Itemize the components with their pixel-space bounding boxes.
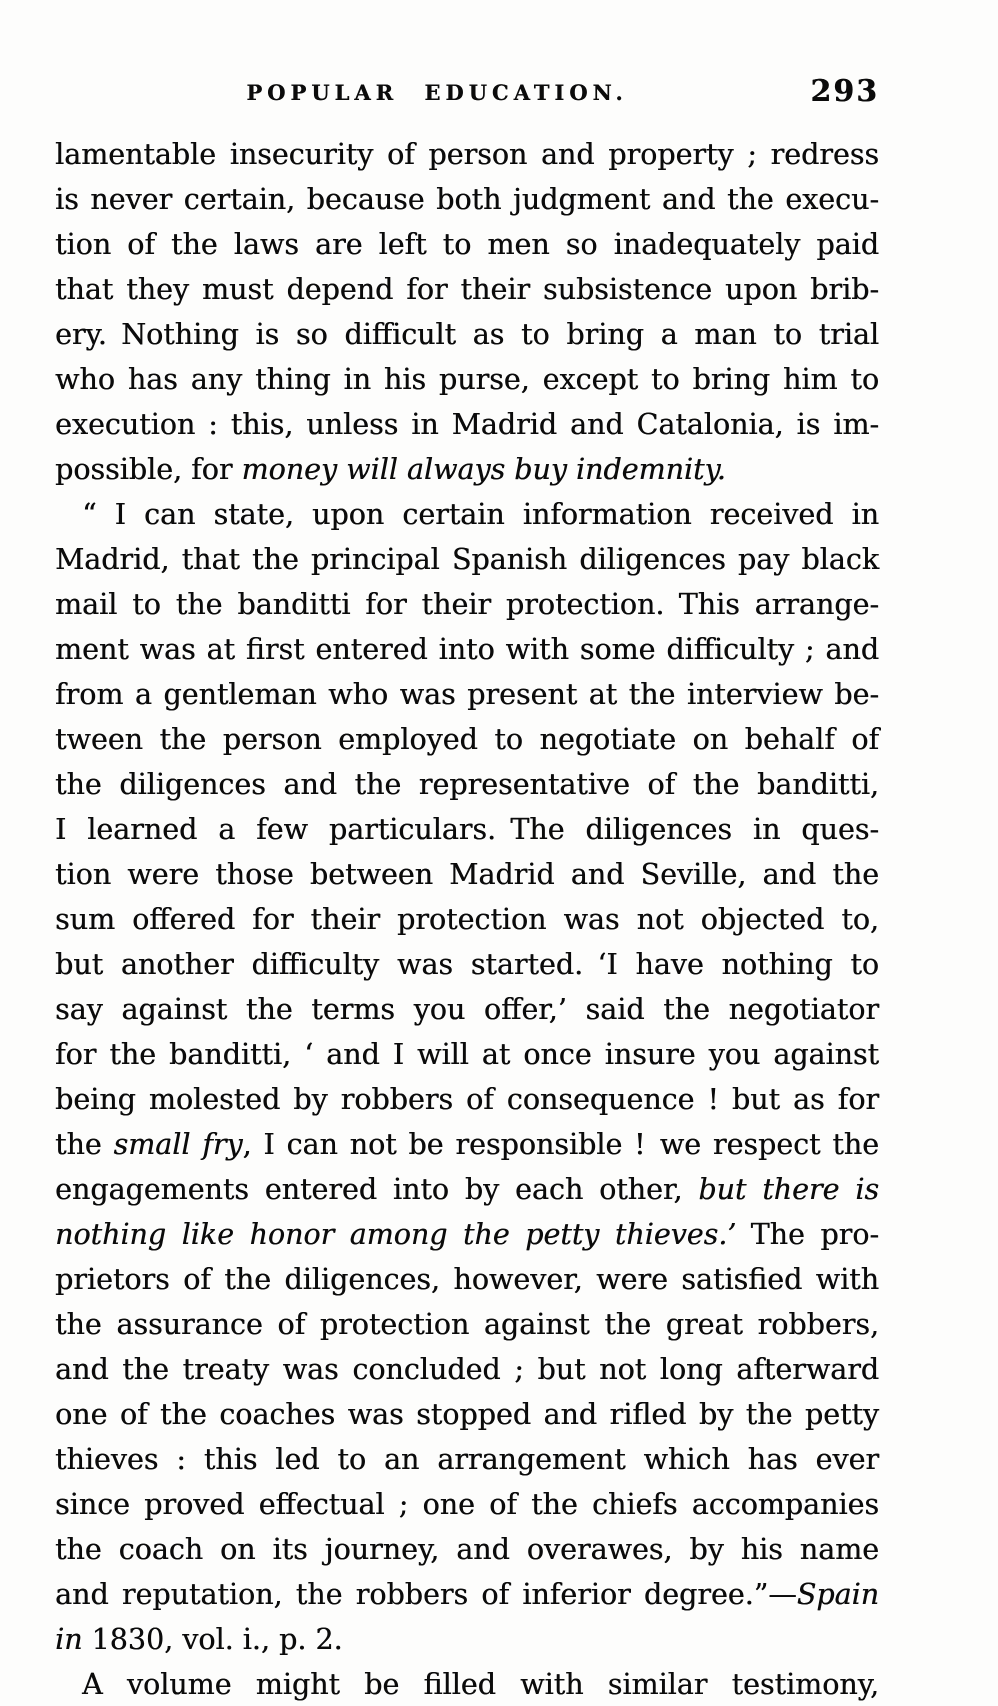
text-line: [55, 942, 879, 987]
page-body: [55, 132, 879, 1706]
text-line: [55, 1572, 879, 1617]
text-run: Madrid, that the principal Spanish diligences pay black: [55, 543, 879, 576]
text-line: [55, 1482, 879, 1527]
text-run: but another difficulty was started. ‘I have nothing to: [55, 948, 879, 981]
italic-text-run: money will always buy indemnity.: [241, 453, 726, 486]
text-run: and the treaty was concluded ; but not long afterward: [55, 1353, 879, 1386]
text-run: 1830, vol. i., p. 2.: [82, 1623, 343, 1656]
text-run: being molested by robbers of consequence ! but as for: [55, 1083, 879, 1116]
text-run: tween the person employed to negotiate on behalf of: [55, 723, 879, 756]
text-line: [55, 1662, 879, 1706]
text-run: is never certain, because both judgment and the execu-: [55, 183, 879, 216]
text-line: [55, 1212, 879, 1257]
text-run: since proved effectual ; one of the chiefs accompanies: [55, 1488, 879, 1521]
text-run: lamentable insecurity of person and property ; redress: [55, 138, 879, 171]
text-line: [55, 177, 879, 222]
text-line: [55, 537, 879, 582]
text-run: thieves : this led to an arrangement which has ever: [55, 1443, 879, 1476]
text-run: the diligences and the representative of the banditti,: [55, 768, 879, 801]
text-line: [55, 1077, 879, 1122]
text-line: [55, 222, 879, 267]
text-run: for the banditti, ‘ and I will at once insure you against: [55, 1038, 879, 1071]
text-line: [55, 762, 879, 807]
text-run: say against the terms you offer,’ said the negotiator: [55, 993, 879, 1026]
text-line: [55, 582, 879, 627]
text-line: [55, 1302, 879, 1347]
text-run: “ I can state, upon certain information received in: [82, 498, 879, 531]
text-line: [55, 492, 879, 537]
text-line: [55, 402, 879, 447]
page-number: 293: [810, 74, 879, 109]
text-run: and reputation, the robbers of inferior degree.”—: [55, 1578, 797, 1611]
running-title: POPULAR EDUCATION.: [246, 80, 628, 105]
text-run: from a gentleman who was present at the interview be-: [55, 678, 879, 711]
text-run: that they must depend for their subsistence upon brib-: [55, 273, 879, 306]
text-line: [55, 897, 879, 942]
text-run: possible, for: [55, 453, 242, 486]
text-run: mail to the banditti for their protection. This arrange-: [55, 588, 879, 621]
text-line: [55, 717, 879, 762]
text-line: [55, 1257, 879, 1302]
italic-text-run: nothing like honor among the petty thieves.’: [55, 1218, 737, 1251]
italic-text-run: small fry: [113, 1128, 243, 1161]
text-run: tion of the laws are left to men so inadequately paid: [55, 228, 879, 261]
text-line: [55, 1617, 879, 1662]
text-line: [55, 447, 879, 492]
text-run: execution : this, unless in Madrid and Catalonia, is im-: [55, 408, 879, 441]
text-run: I learned a few particulars. The diligences in ques-: [55, 813, 879, 846]
text-run: who has any thing in his purse, except to bring him to: [55, 363, 879, 396]
text-line: [55, 1032, 879, 1077]
text-line: [55, 357, 879, 402]
italic-text-run: but there is: [698, 1173, 879, 1206]
text-run: sum offered for their protection was not objected to,: [55, 903, 879, 936]
text-line: [55, 1167, 879, 1212]
text-line: [55, 1527, 879, 1572]
text-line: [55, 1122, 879, 1167]
text-run: tion were those between Madrid and Seville, and the: [55, 858, 879, 891]
text-run: engagements entered into by each other,: [55, 1173, 699, 1206]
text-run: A volume might be filled with similar testimony,: [82, 1668, 879, 1701]
text-run: the: [55, 1128, 114, 1161]
text-line: [55, 807, 879, 852]
text-run: ment was at first entered into with some difficulty ; and: [55, 633, 879, 666]
text-run: prietors of the diligences, however, were satisfied with: [55, 1263, 879, 1296]
text-line: [55, 132, 879, 177]
italic-text-run: Spain: [796, 1578, 879, 1611]
text-line: [55, 852, 879, 897]
text-run: The pro-: [736, 1218, 879, 1251]
text-run: the coach on its journey, and overawes, by his name: [55, 1533, 879, 1566]
text-line: [55, 627, 879, 672]
text-line: [55, 1347, 879, 1392]
text-run: , I can not be responsible ! we respect the: [242, 1128, 879, 1161]
text-block: [55, 76, 879, 1706]
text-line: [55, 1392, 879, 1437]
page-header: [55, 76, 879, 112]
text-run: the assurance of protection against the great robbers,: [55, 1308, 879, 1341]
text-line: [55, 672, 879, 717]
text-run: ery. Nothing is so difficult as to bring a man to trial: [55, 318, 879, 351]
italic-text-run: in: [55, 1623, 83, 1656]
text-line: [55, 1437, 879, 1482]
text-line: [55, 267, 879, 312]
text-line: [55, 312, 879, 357]
text-line: [55, 987, 879, 1032]
text-run: one of the coaches was stopped and rifled by the petty: [55, 1398, 879, 1431]
